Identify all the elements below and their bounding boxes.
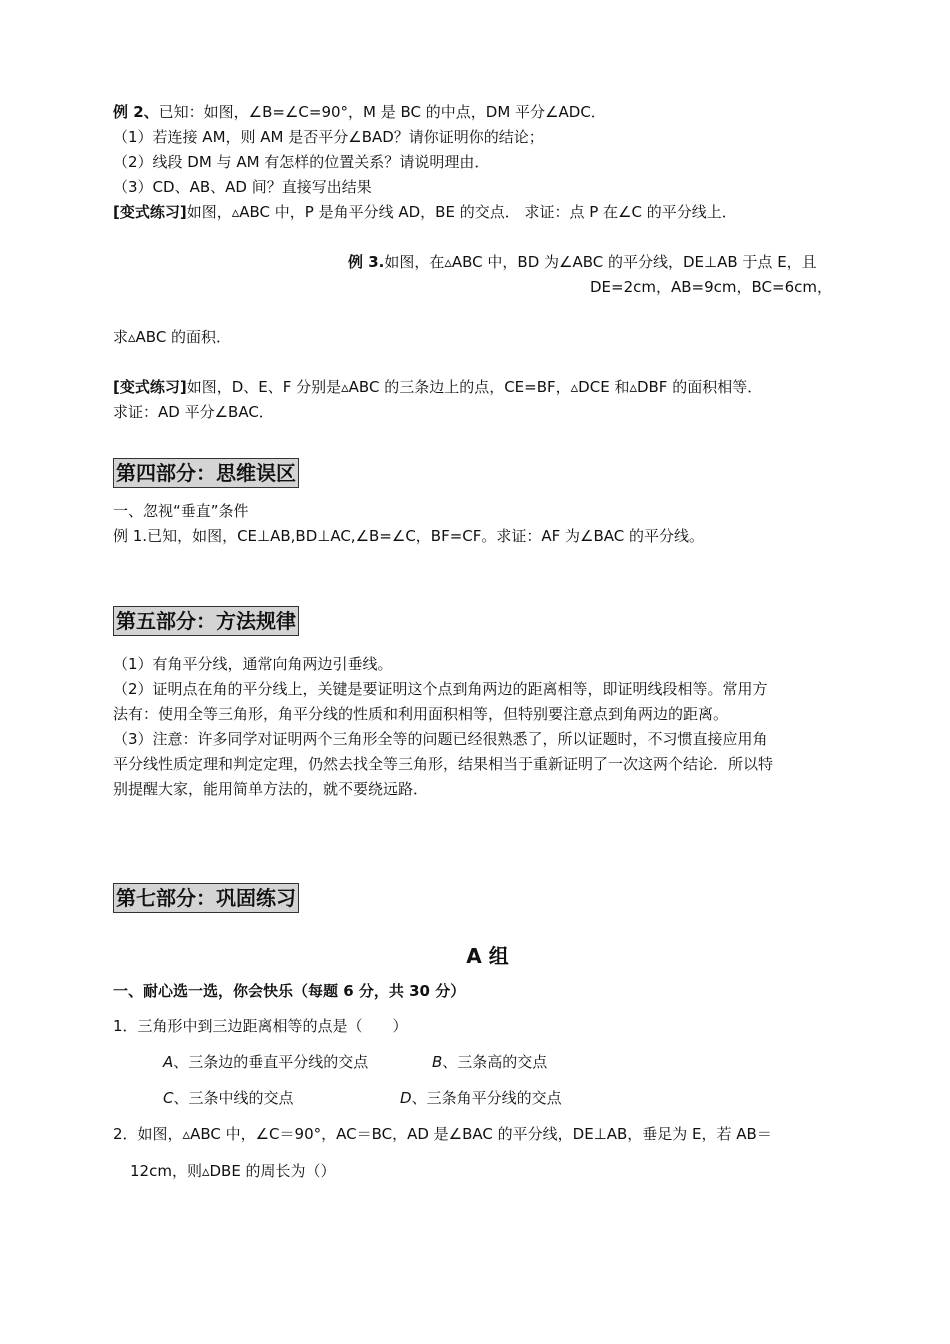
part-5-heading: 第五部分：方法规律 [113, 606, 299, 636]
example-2-text: 已知：如图，∠B=∠C=90°，M 是 BC 的中点，DM 平分∠ADC． [158, 103, 606, 121]
question-1-option-b[interactable] [432, 1051, 547, 1073]
part-4-example: 例 1.已知，如图，CE⊥AB,BD⊥AC,∠B=∠C，BF=CF。求证：AF 为∠BAC 的平分线。 [113, 527, 705, 545]
option-b-letter: B [432, 1053, 443, 1071]
variant-label: [变式练习] [113, 378, 187, 396]
question-1-option-c[interactable] [163, 1087, 294, 1109]
question-1-option-d[interactable] [400, 1087, 562, 1109]
group-a-title: A 组 [466, 944, 509, 968]
part-7-heading: 第七部分：巩固练习 [113, 883, 299, 913]
method-line-5: 平分线性质定理和判定定理，仍然去找全等三角形，结果相当于重新证明了一次这两个结论．所以特 [113, 755, 774, 773]
option-a-letter: A [163, 1053, 174, 1071]
question-1: 1．三角形中到三边距离相等的点是（ ） [113, 1017, 408, 1035]
variant-text: 如图，D、E、F 分别是▵ABC 的三条边上的点，CE=BF，▵DCE 和▵DBF 的面积相等． [186, 378, 763, 396]
example-2-line [113, 101, 606, 123]
example-3-label: 例 3. [348, 253, 385, 271]
option-c-letter: C [163, 1089, 174, 1107]
method-line-6: 别提醒大家，能用简单方法的，就不要绕远路． [113, 780, 429, 798]
part-4-subheading: 一、忽视“垂直”条件 [113, 502, 249, 520]
example-2-question-1: （1）若连接 AM，则 AM 是否平分∠BAD？请你证明你的结论； [113, 128, 544, 146]
part-4-heading: 第四部分：思维误区 [113, 458, 299, 488]
example-2-label: 例 2、 [113, 103, 159, 121]
option-b-text: 、三条高的交点 [442, 1053, 548, 1071]
section-title: 一、耐心选一选，你会快乐（每题 6 分，共 30 分） [113, 982, 466, 1000]
option-c-text: 、三条中线的交点 [173, 1089, 294, 1107]
option-d-letter: D [400, 1089, 412, 1107]
method-line-2: （2）证明点在角的平分线上，关键是要证明这个点到角两边的距离相等，即证明线段相等。常用方 [113, 680, 768, 698]
example-3-line-2: DE=2cm，AB=9cm，BC=6cm， [590, 278, 832, 296]
question-1-option-a[interactable] [163, 1051, 368, 1073]
method-line-3: 法有：使用全等三角形，角平分线的性质和利用面积相等，但特别要注意点到角两边的距离。 [113, 705, 729, 723]
option-d-text: 、三条角平分线的交点 [411, 1089, 562, 1107]
question-2-line-1: 2．如图，▵ABC 中，∠C＝90°，AC＝BC，AD 是∠BAC 的平分线，DE⊥AB，垂足为 E，若 AB＝ [113, 1125, 772, 1143]
example-2-question-2: （2）线段 DM 与 AM 有怎样的位置关系？请说明理由． [113, 153, 490, 171]
example-2-variant [113, 201, 737, 223]
method-line-1: （1）有角平分线，通常向角两边引垂线。 [113, 655, 393, 673]
option-a-text: 、三条边的垂直平分线的交点 [173, 1053, 369, 1071]
example-3-line-3: 求▵ABC 的面积． [113, 328, 232, 346]
question-2-line-2: 12cm，则▵DBE 的周长为（） [130, 1162, 336, 1180]
method-line-4: （3）注意：许多同学对证明两个三角形全等的问题已经很熟悉了，所以证题时，不习惯直接应用角 [113, 730, 768, 748]
example-3-line [348, 251, 817, 273]
example-3-variant-line-2: 求证：AD 平分∠BAC． [113, 403, 274, 421]
example-3-text: 如图，在▵ABC 中，BD 为∠ABC 的平分线，DE⊥AB 于点 E，且 [384, 253, 817, 271]
variant-label: [变式练习] [113, 203, 187, 221]
variant-text: 如图，▵ABC 中，P 是角平分线 AD，BE 的交点． 求证：点 P 在∠C 的平分线上． [186, 203, 737, 221]
example-3-variant [113, 376, 762, 398]
example-2-question-3: （3）CD、AB、AD 间？直接写出结果 [113, 178, 372, 196]
